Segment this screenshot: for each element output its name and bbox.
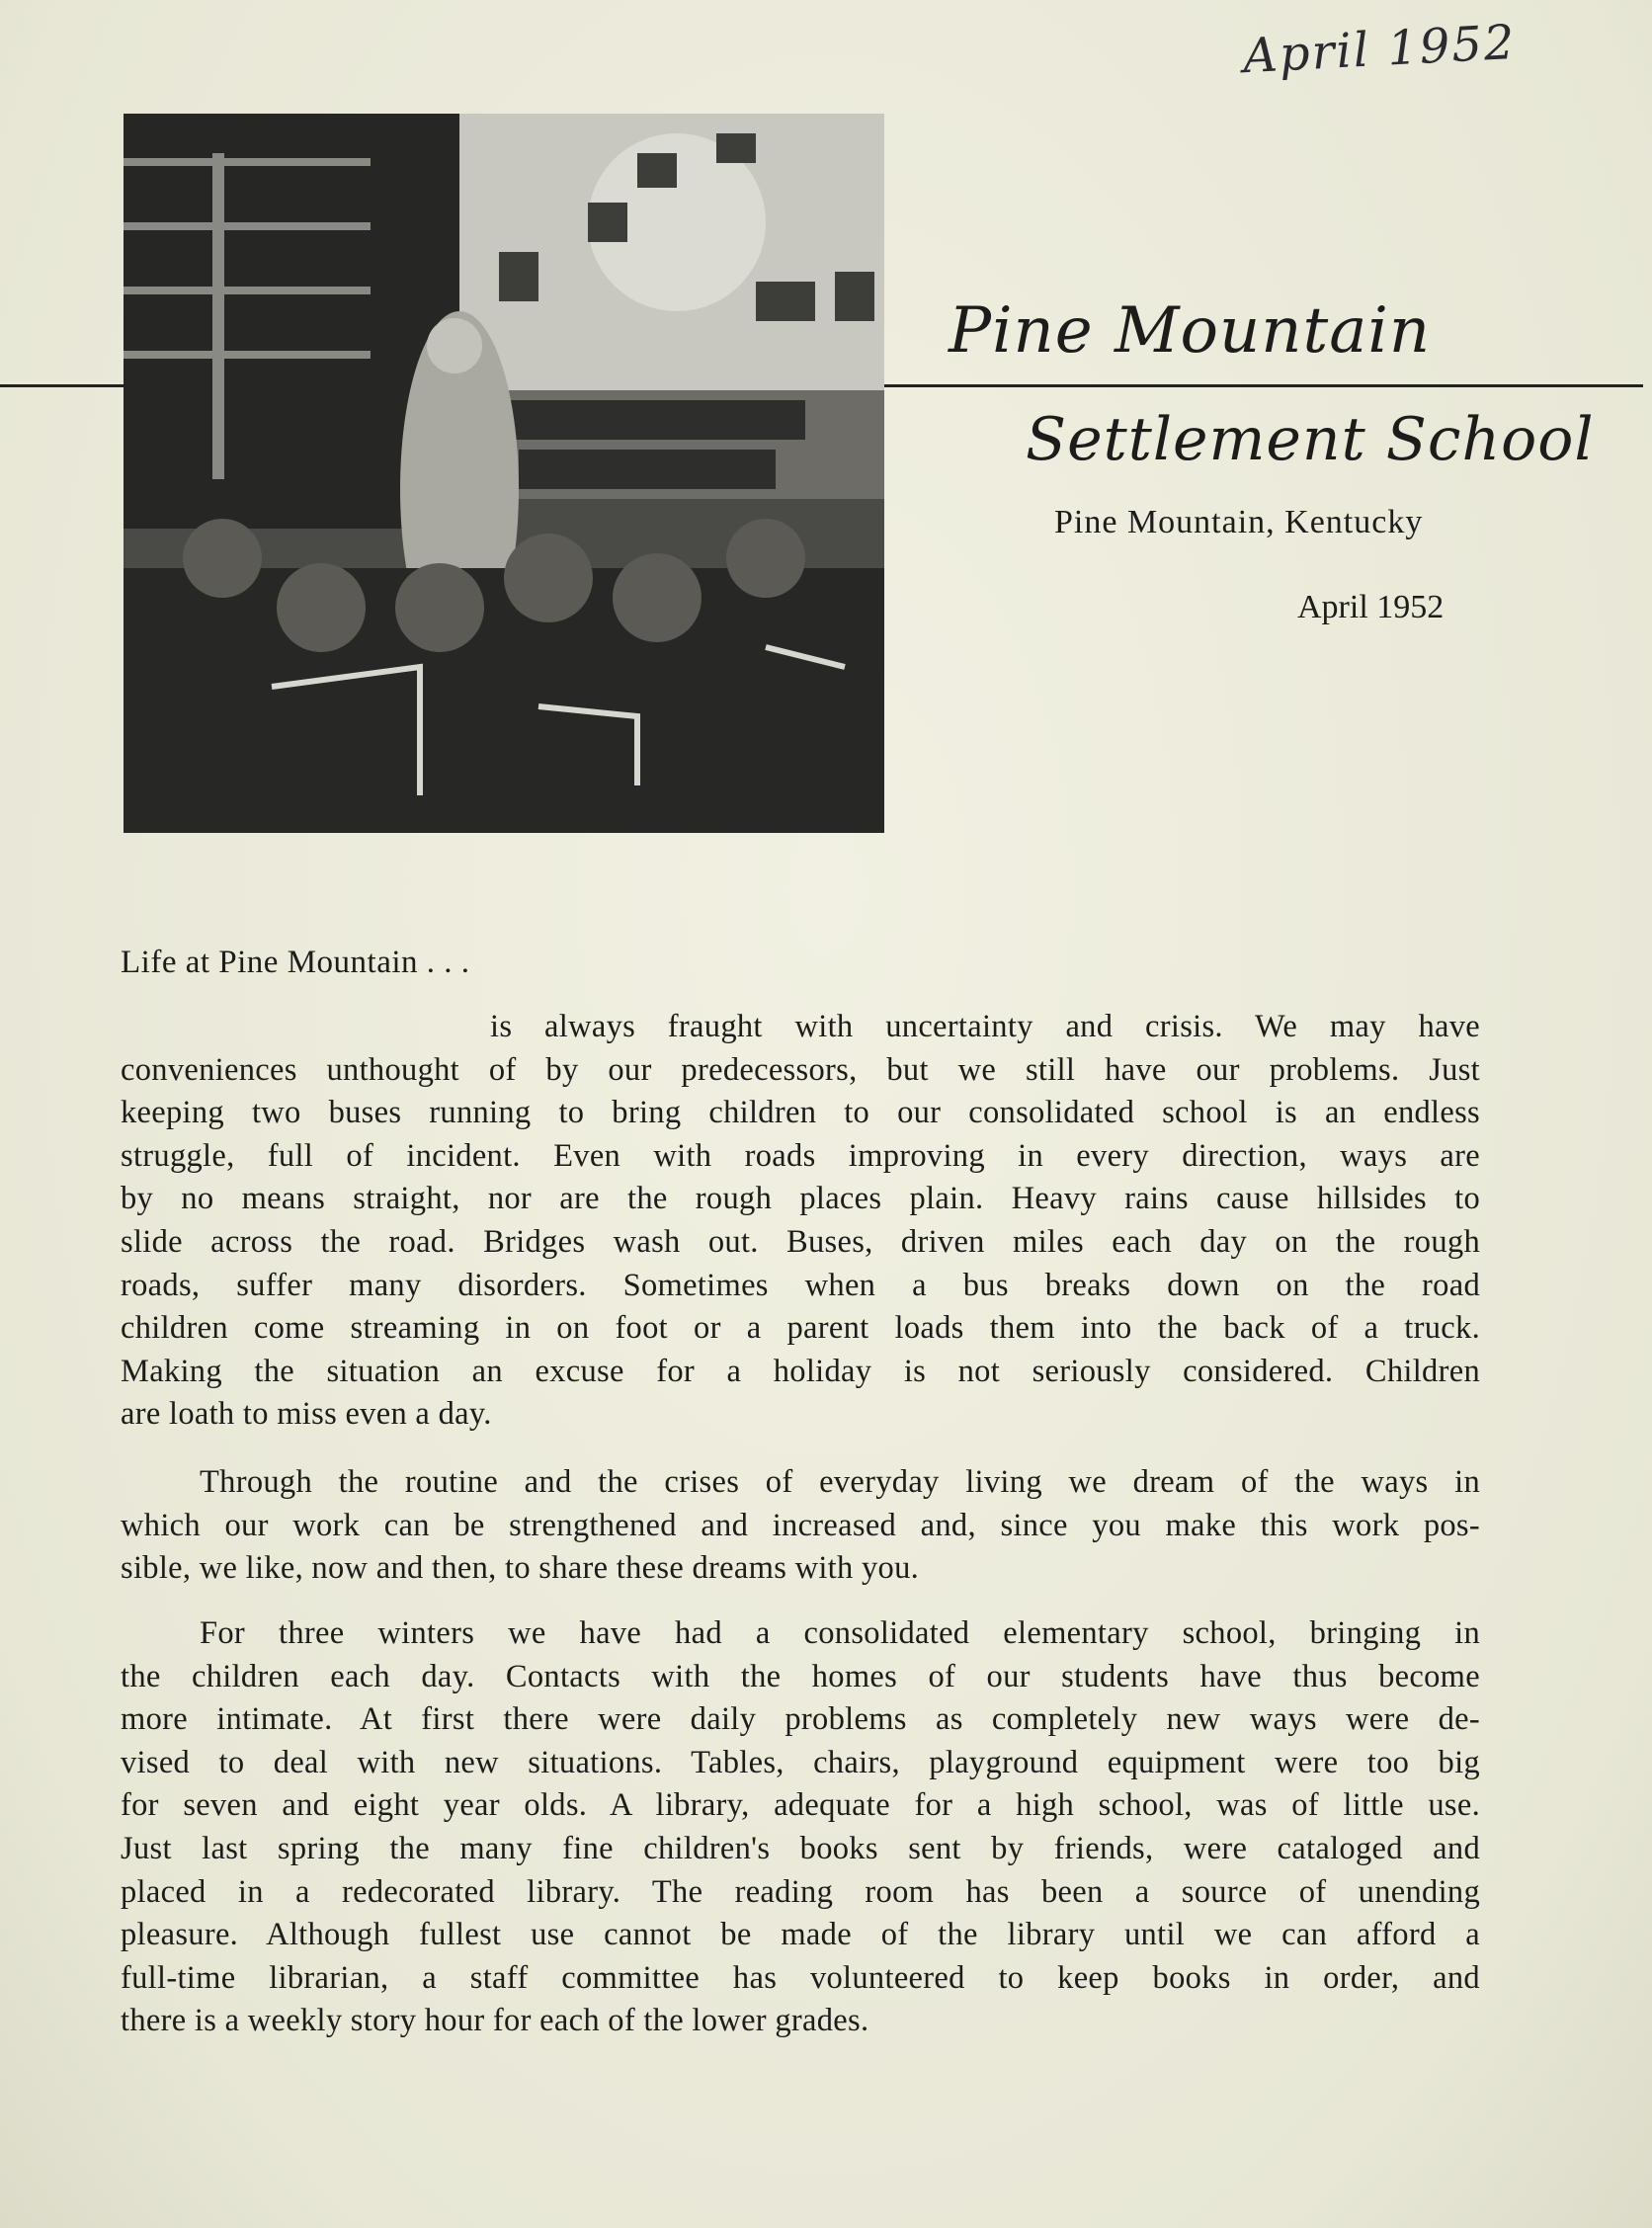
text-line: are loath to miss even a day. — [121, 1396, 492, 1433]
text-line: Just last spring the many fine children's books sent by friends, were cataloged and — [121, 1830, 1480, 1866]
text-line: children come streaming in on foot or a parent loads them into the back of a truck. — [121, 1310, 1480, 1347]
handwritten-date: April 1952 — [1241, 14, 1518, 85]
text-line: slide across the road. Bridges wash out. Buses, driven miles each day on the rough — [121, 1223, 1480, 1260]
text-line: keeping two buses running to bring children to our consolidated school is an endless — [121, 1095, 1480, 1131]
text-line: vised to deal with new situations. Tables, chairs, playground equipment were too big — [121, 1744, 1480, 1780]
text-line: pleasure. Although fullest use cannot be made of the library until we can afford a — [121, 1917, 1480, 1953]
text-line: sible, we like, now and then, to share these dreams with you. — [121, 1550, 920, 1587]
text-line: roads, suffer many disorders. Sometimes when a bus breaks down on the road — [121, 1267, 1480, 1303]
text-line: Making the situation an excuse for a holiday is not seriously considered. Children — [121, 1353, 1480, 1389]
text-line: by no means straight, nor are the rough places plain. Heavy rains cause hillsides to — [121, 1181, 1480, 1217]
text-line: conveniences unthought of by our predecessors, but we still have our problems. Just — [121, 1051, 1480, 1088]
text-line: Through the routine and the crises of everyday living we dream of the ways in — [200, 1464, 1480, 1500]
text-line: for seven and eight year olds. A library, adequate for a high school, was of little use. — [121, 1787, 1480, 1824]
school-name-line1: Pine Mountain — [949, 294, 1432, 368]
text-line: full-time librarian, a staff committee has volunteered to keep books in order, and — [121, 1959, 1480, 1996]
text-line: placed in a redecorated library. The reading room has been a source of unending — [121, 1873, 1480, 1910]
text-line: is always fraught with uncertainty and crisis. We may have — [490, 1009, 1480, 1044]
text-line: there is a weekly story hour for each of the lower grades. — [121, 2003, 869, 2039]
text-line: more intimate. At first there were daily problems as completely new ways were de- — [121, 1701, 1480, 1738]
intro-line: Life at Pine Mountain . . . — [121, 945, 470, 980]
school-name-line2: Settlement School — [1026, 405, 1595, 474]
text-line: the children each day. Contacts with the homes of our students have thus become — [121, 1658, 1480, 1694]
paragraph-3 — [121, 1612, 1480, 2043]
header-rule-right — [884, 384, 1643, 387]
location: Pine Mountain, Kentucky — [1054, 504, 1424, 540]
paragraph-1 — [121, 1006, 1480, 1437]
text-line: struggle, full of incident. Even with roads improving in every direction, ways are — [121, 1137, 1480, 1174]
paragraph-2 — [121, 1461, 1480, 1591]
header-rule-left — [0, 384, 124, 387]
text-line: For three winters we have had a consolidated elementary school, bringing in — [200, 1615, 1480, 1651]
letter-date: April 1952 — [1297, 589, 1445, 625]
text-line: which our work can be strengthened and increased and, since you make this work pos- — [121, 1507, 1480, 1543]
library-photo — [124, 114, 884, 833]
